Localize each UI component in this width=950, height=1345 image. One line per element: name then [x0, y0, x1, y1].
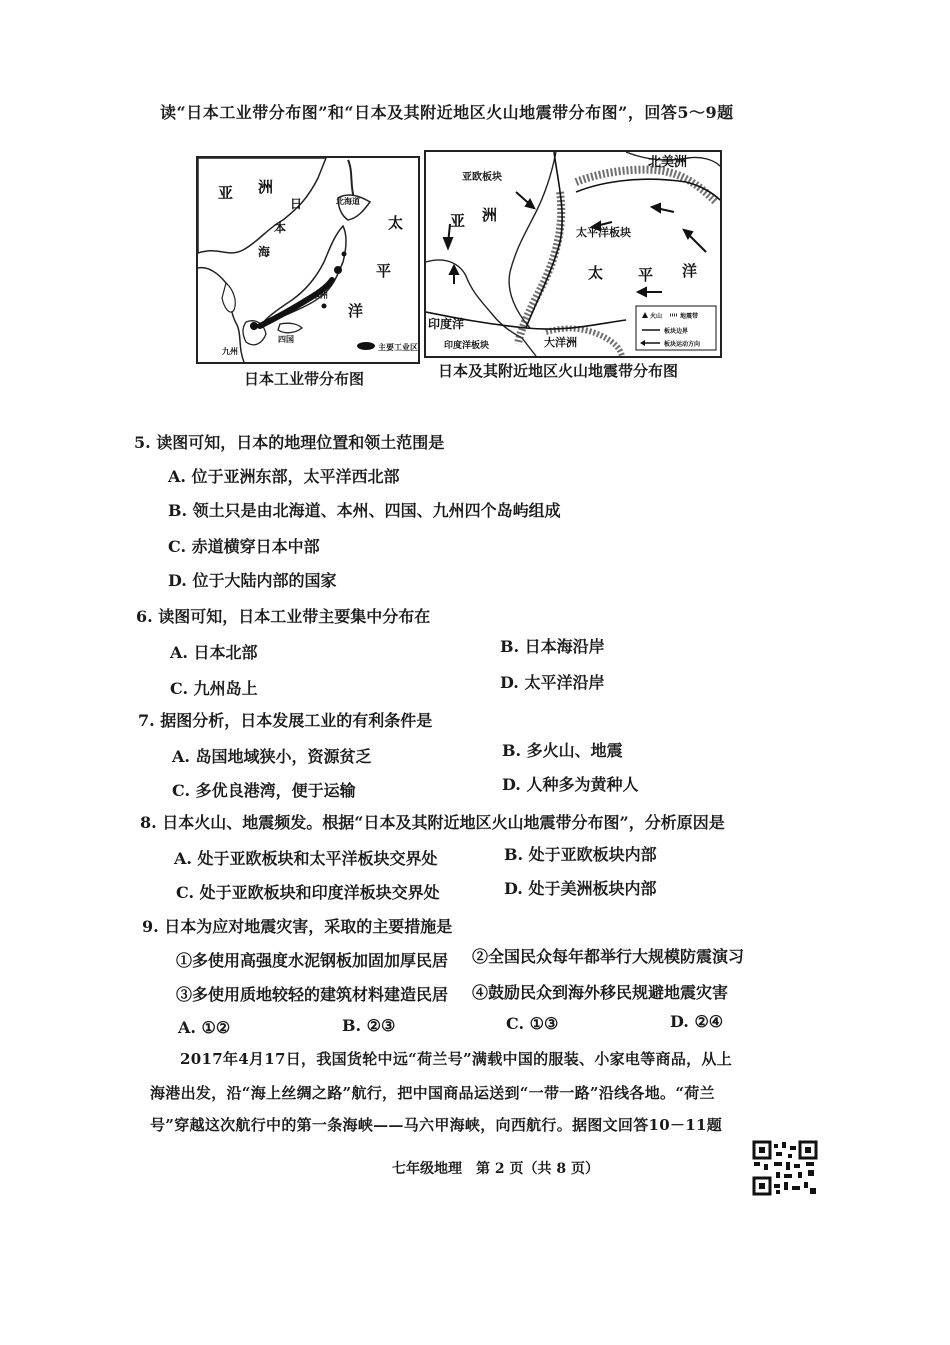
map1-label-kyushu: 九州	[222, 346, 238, 356]
map2-label-tai: 太	[588, 264, 604, 282]
question-9-statement-2: ②全国民众每年都举行大规模防震演习	[472, 947, 745, 966]
question-9-statement-3: ③多使用质地较轻的建筑材料建造民居	[176, 985, 449, 1004]
map2-label-asia1: 亚	[450, 212, 466, 230]
question-9-option-a[interactable]: A. ①②	[178, 1018, 231, 1037]
map2-label-pacific-plate: 太平洋板块	[576, 226, 631, 239]
question-5-option-c[interactable]: C. 赤道横穿日本中部	[168, 537, 320, 556]
map1-label-yang: 洋	[348, 302, 364, 320]
question-6-stem: 读图可知，日本工业带主要集中分布在	[158, 607, 431, 626]
question-7-option-b[interactable]: B. 多火山、地震	[502, 741, 623, 760]
question-6-option-b[interactable]: B. 日本海沿岸	[500, 637, 605, 656]
map1-label-honshu: 本州	[312, 290, 328, 300]
intro-text: 读“日本工业带分布图”和“日本及其附近地区火山地震带分布图”，回答5～9题	[160, 103, 734, 122]
japan-industry-map-graphic	[198, 158, 418, 362]
map2-legend-quake: 地震带	[680, 313, 699, 320]
map1-legend: 主要工业区	[378, 342, 418, 352]
question-8-number: 8.	[140, 813, 157, 832]
question-9	[142, 914, 452, 937]
question-8-option-d[interactable]: D. 处于美洲板块内部	[504, 879, 657, 898]
map2-legend-motion: 板块运动方向	[664, 341, 701, 348]
map2-label-ping: 平	[638, 266, 654, 284]
map1-label-ri: 日	[290, 197, 303, 211]
qr-code-icon	[752, 1140, 818, 1196]
map2-label-eurasian-plate: 亚欧板块	[462, 172, 502, 183]
question-8-option-b[interactable]: B. 处于亚欧板块内部	[504, 845, 657, 864]
map2-label-yang: 洋	[682, 262, 698, 280]
map1-label-tai: 太	[388, 214, 404, 232]
question-7	[138, 708, 432, 731]
map1-label-ping: 平	[376, 262, 392, 280]
map1-label-zhou: 洲	[258, 178, 274, 196]
map2-label-oceania: 大洋洲	[544, 336, 577, 349]
question-9-number: 9.	[142, 917, 159, 936]
map2-label-north-america: 北美洲	[648, 155, 688, 170]
question-9-option-d[interactable]: D. ②④	[670, 1012, 724, 1031]
question-5-option-a[interactable]: A. 位于亚洲东部，太平洋西北部	[168, 467, 400, 486]
passage-line-2: 海港出发，沿“海上丝绸之路”航行，把中国商品运送到“一带一路”沿线各地。“荷兰	[150, 1084, 715, 1102]
question-7-option-a[interactable]: A. 岛国地域狭小，资源贫乏	[172, 747, 372, 766]
question-9-stem: 日本为应对地震灾害，采取的主要措施是	[164, 917, 453, 936]
map1-caption: 日本工业带分布图	[244, 370, 365, 388]
question-6-option-d[interactable]: D. 太平洋沿岸	[500, 673, 605, 692]
question-5-option-b[interactable]: B. 领土只是由北海道、本州、四国、九州四个岛屿组成	[168, 501, 561, 520]
map2-legend-volcano: 火山	[650, 313, 663, 320]
question-8-stem: 日本火山、地震频发。根据“日本及其附近地区火山地震带分布图”，分析原因是	[162, 813, 725, 832]
question-6-option-c[interactable]: C. 九州岛上	[170, 679, 258, 698]
question-6	[136, 604, 430, 627]
question-8	[140, 810, 725, 833]
question-5-stem: 读图可知，日本的地理位置和领土范围是	[156, 433, 445, 452]
passage-line-1: 2017年4月17日，我国货轮中远“荷兰号”满载中国的服装、小家电等商品，从上	[180, 1050, 733, 1068]
volcano-earthquake-map	[424, 150, 722, 358]
map1-label-shikoku: 四国	[278, 334, 294, 344]
japan-industry-map	[196, 156, 420, 364]
question-6-option-a[interactable]: A. 日本北部	[170, 643, 258, 662]
question-7-number: 7.	[138, 711, 155, 730]
question-5-option-d[interactable]: D. 位于大陆内部的国家	[168, 571, 337, 590]
question-9-statement-4: ④鼓励民众到海外移民规避地震灾害	[472, 983, 729, 1002]
map1-label-asia: 亚	[218, 184, 234, 202]
question-8-option-a[interactable]: A. 处于亚欧板块和太平洋板块交界处	[174, 849, 438, 868]
map1-label-ben: 本	[274, 221, 287, 235]
question-9-option-c[interactable]: C. ①③	[506, 1014, 559, 1033]
question-7-option-d[interactable]: D. 人种多为黄种人	[502, 775, 639, 794]
map2-legend-boundary: 板块边界	[664, 328, 689, 335]
page-footer: 七年级地理 第 2 页（共 8 页）	[392, 1161, 599, 1177]
question-8-option-c[interactable]: C. 处于亚欧板块和印度洋板块交界处	[176, 883, 440, 902]
map1-label-hokkaido: 北海道	[336, 196, 360, 206]
map2-label-asia2: 洲	[482, 206, 498, 224]
map2-label-indian-ocean: 印度洋	[428, 317, 465, 331]
question-9-option-b[interactable]: B. ②③	[342, 1016, 396, 1035]
question-5-number: 5.	[134, 433, 151, 452]
map1-label-hai: 海	[258, 245, 271, 259]
question-5	[134, 430, 444, 453]
passage-line-3: 号”穿越这次航行中的第一条海峡——马六甲海峡，向西航行。据图文回答10－11题	[150, 1116, 723, 1134]
map2-caption: 日本及其附近地区火山地震带分布图	[438, 362, 679, 380]
question-7-option-c[interactable]: C. 多优良港湾，便于运输	[172, 781, 356, 800]
question-7-stem: 据图分析，日本发展工业的有利条件是	[160, 711, 433, 730]
question-6-number: 6.	[136, 607, 153, 626]
volcano-earthquake-map-graphic	[426, 152, 720, 356]
map2-label-indian-plate: 印度洋板块	[444, 341, 490, 351]
question-9-statement-1: ①多使用高强度水泥钢板加固加厚民居	[176, 951, 449, 970]
